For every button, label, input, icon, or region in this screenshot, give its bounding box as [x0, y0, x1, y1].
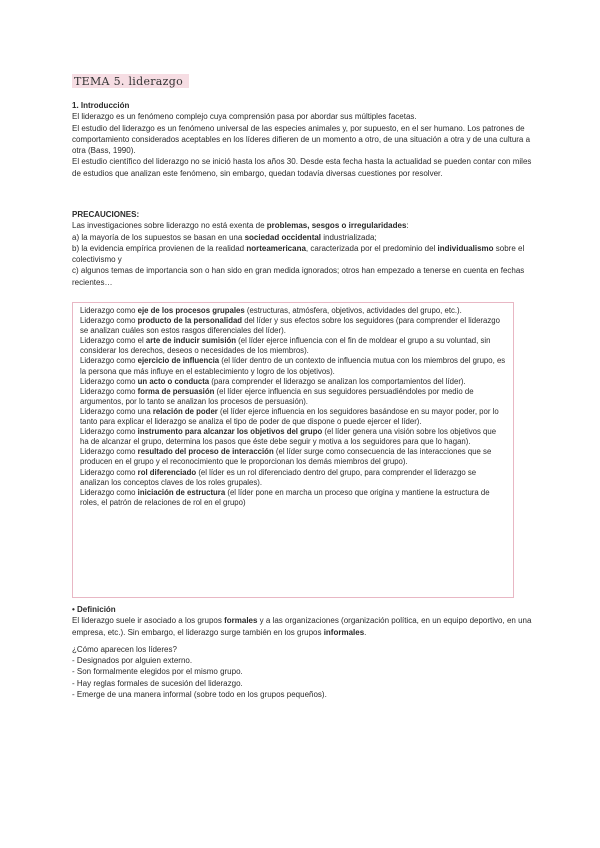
definicion-section: [72, 604, 532, 700]
box-item: Liderazgo como un acto o conducta (para comprender el liderazgo se analizan los comportamientos del líder).: [80, 376, 466, 386]
intro-heading: 1. Introducción: [72, 101, 130, 110]
list-item: - Son formalmente elegidos por el mismo grupo.: [72, 667, 243, 677]
precauciones-item-b: b) la evidencia empírica provienen de la realidad norteamericana, caracterizada por el predominio del individualismo sobre el colectivismo y: [72, 243, 525, 265]
page-title: TEMA 5. liderazgo: [72, 74, 189, 88]
leadership-definitions-box: [72, 302, 514, 598]
precauciones-item-a: a) la mayoría de los supuestos se basan en una sociedad occidental industrializada;: [72, 232, 377, 242]
list-item: - Designados por alguien externo.: [72, 656, 193, 666]
precauciones-lead: Las investigaciones sobre liderazgo no está exenta de problemas, sesgos o irregularidades:: [72, 221, 409, 231]
precauciones-item-c: c) algunos temas de importancia son o han sido en gran medida ignorados; otros han empezado a tenerse en cuenta en fechas recientes…: [72, 266, 525, 287]
box-item: Liderazgo como producto de la personalidad del líder y sus efectos sobre los seguidores (para comprender el liderazgo se analizan cuáles son estos rasgos diferenciales del líder).: [80, 316, 500, 336]
intro-section: [72, 100, 532, 179]
intro-paragraph-3: El estudio científico del liderazgo no se inició hasta los años 30. Desde esta fecha hasta la actualidad se pueden contar con miles de estudios que analizan este fenómeno, sin embargo, quedan todavía diversas cuestiones por resolver.: [72, 157, 532, 178]
precauciones-section: [72, 209, 532, 288]
definicion-list: [72, 655, 532, 700]
box-item: Liderazgo como rol diferenciado (el líder es un rol diferenciado dentro del grupo, para comprender el liderazgo se analizan los conceptos claves de los roles grupales).: [80, 467, 477, 487]
box-item: Liderazgo como ejercicio de influencia (el líder dentro de un contexto de influencia mutua con los miembros del grupo, es la persona que más influye en el establecimiento y logro de los objetivos).: [80, 356, 506, 376]
box-item: Liderazgo como forma de persuasión (el líder ejerce influencia en sus seguidores persuadiéndoles por medio de argumentos, por lo tanto se analizan los procesos de persuasión).: [80, 386, 474, 406]
definicion-paragraph: El liderazgo suele ir asociado a los grupos formales y a las organizaciones (organización política, en un equipo deportivo, en una empresa, etc.). Sin embargo, el liderazgo surge también en los grupos informales.: [72, 616, 532, 637]
intro-paragraph-2: El estudio del liderazgo es un fenómeno universal de las especies animales y, por supuesto, en el ser humano. Los patrones de comportamiento considerados aceptables en los líderes difieren de un momento a otro, de una situación a otra y de una cultura a otra (Bass, 1990).: [72, 123, 531, 156]
box-item: Liderazgo como una relación de poder (el líder ejerce influencia en los seguidores basándose en su mayor poder, por lo tanto para explicar el liderazgo se analiza el tipo de poder de que dispone o puede ejercer el líder).: [80, 406, 499, 427]
list-item: - Hay reglas formales de sucesión del liderazgo.: [72, 678, 243, 688]
intro-paragraph-1: El liderazgo es un fenómeno complejo cuya comprensión pasa por abordar sus múltiples facetas.: [72, 112, 417, 122]
list-item: - Emerge de una manera informal (sobre todo en los grupos pequeños).: [72, 690, 327, 700]
box-item: Liderazgo como resultado del proceso de interacción (el líder surge como consecuencia de las interacciones que se producen en el grupo y el reconocimiento que le proporcionan los demás miembros del grupo).: [80, 447, 492, 467]
box-item: Liderazgo como el arte de inducir sumisión (el líder ejerce influencia con el fin de moldear el grupo a su voluntad, sin considerar los derechos, deseos o necesidades de los miembros).: [80, 336, 491, 356]
box-item: Liderazgo como iniciación de estructura (el líder pone en marcha un proceso que origina y mantiene la estructura de roles, el patrón de relaciones de rol en el grupo): [80, 487, 490, 507]
definicion-heading: • Definición: [72, 605, 116, 614]
definicion-question: ¿Cómo aparecen los líderes?: [72, 644, 177, 654]
title-block: [72, 72, 189, 90]
precauciones-heading: PRECAUCIONES:: [72, 210, 140, 219]
box-item: Liderazgo como instrumento para alcanzar los objetivos del grupo (el líder genera una visión sobre los objetivos que ha de alcanzar el grupo, determina los pasos que éste debe seguir y motiva a los seguidores para que lo hagan).: [80, 427, 497, 447]
box-item: Liderazgo como eje de los procesos grupales (estructuras, atmósfera, objetivos, actividades del grupo, etc.).: [80, 306, 462, 315]
